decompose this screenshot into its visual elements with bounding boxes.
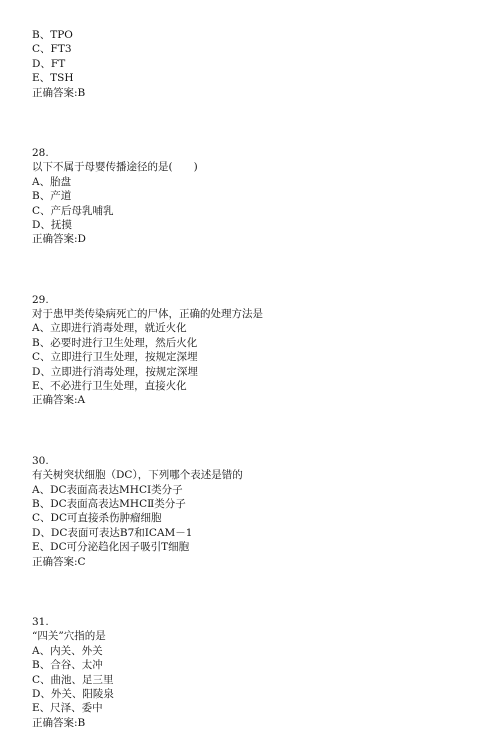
answer-line: 正确答案:C [32, 555, 86, 568]
answer-line: 正确答案:B [32, 86, 86, 99]
question-30 [32, 454, 472, 569]
option-c: C、DC可直接杀伤肿瘤细胞 [32, 512, 162, 525]
option-a: A、DC表面高表达MHCⅠ类分子 [32, 483, 183, 496]
option-b: B、产道 [32, 190, 72, 203]
question-stem: 对于患甲类传染病死亡的尸体，正确的处理方法是 [32, 308, 263, 321]
question-28 [32, 146, 472, 247]
option-a: A、内关、外关 [32, 644, 103, 657]
option-c: C、立即进行卫生处理，按规定深埋 [32, 351, 198, 364]
option-e: E、DC可分泌趋化因子吸引T细胞 [32, 541, 190, 554]
question-number: 30. [32, 454, 49, 467]
option-d: D、FT [32, 57, 66, 70]
question-27-continued [32, 28, 472, 100]
option-a: A、立即进行消毒处理，就近火化 [32, 322, 187, 335]
question-stem: 有关树突状细胞（DC），下列哪个表述是错的 [32, 469, 243, 482]
option-b: B、TPO [32, 29, 73, 41]
option-d: D、抚摸 [32, 218, 72, 231]
question-stem: “四关”穴指的是 [32, 630, 106, 643]
question-number: 29. [32, 293, 49, 306]
option-e: E、尺泽、委中 [32, 702, 103, 715]
option-b: B、DC表面高表达MHCⅡ类分子 [32, 497, 186, 510]
option-e: E、TSH [32, 72, 74, 85]
option-d: D、立即进行消毒处理，按规定深埋 [32, 365, 198, 378]
question-stem: 以下不属于母婴传播途径的是( ) [32, 161, 198, 174]
question-number: 31. [32, 615, 49, 628]
option-b: B、必要时进行卫生处理，然后火化 [32, 336, 198, 349]
option-d: D、外关、阳陵泉 [32, 687, 114, 700]
option-e: E、不必进行卫生处理，直接火化 [32, 380, 187, 393]
option-c: C、曲池、足三里 [32, 673, 114, 686]
option-c: C、产后母乳哺乳 [32, 204, 114, 217]
question-number: 28. [32, 146, 49, 159]
option-a: A、胎盘 [32, 175, 72, 188]
option-b: B、合谷、太冲 [32, 659, 103, 672]
option-c: C、FT3 [32, 43, 72, 56]
option-d: D、DC表面可表达B7和ICAM－1 [32, 526, 193, 539]
answer-line: 正确答案:A [32, 394, 86, 407]
question-29 [32, 293, 472, 408]
question-31 [32, 615, 472, 730]
answer-line: 正确答案:D [32, 233, 86, 246]
exam-page [32, 28, 472, 730]
answer-line: 正确答案:B [32, 716, 86, 729]
